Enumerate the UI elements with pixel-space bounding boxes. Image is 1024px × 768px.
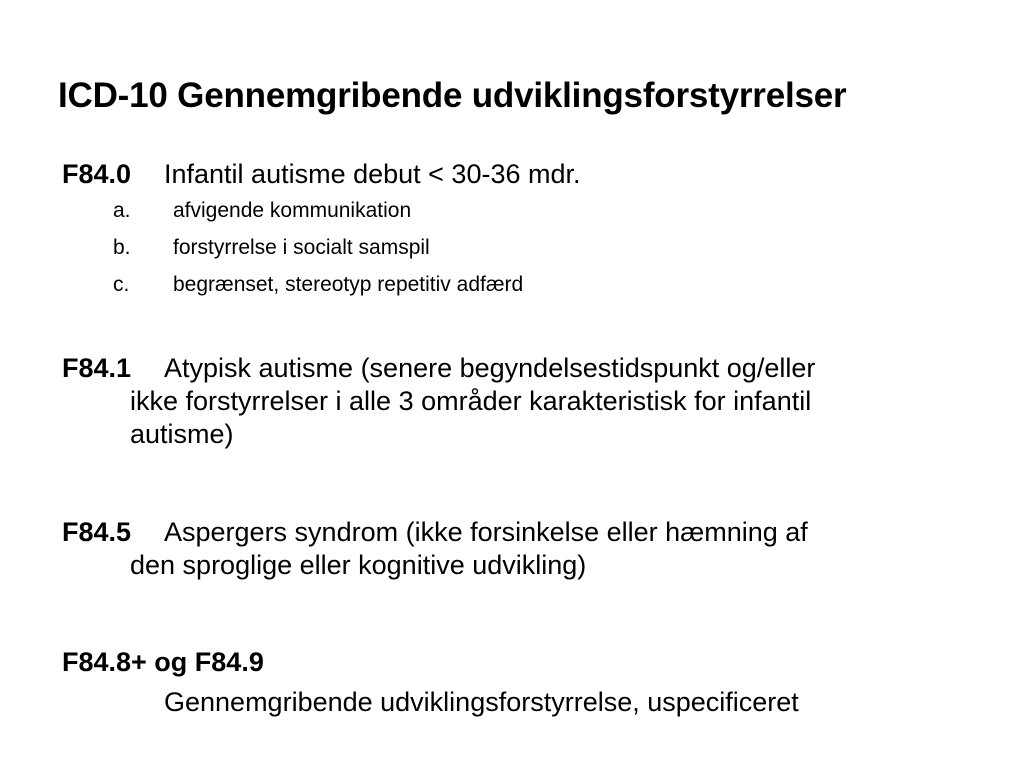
list-item-text: forstyrrelse i socialt samspil — [173, 236, 430, 259]
list-item — [113, 235, 523, 272]
slide-title: ICD-10 Gennemgribende udviklingsforstyrrelser — [58, 76, 847, 115]
f84-0-criteria-list — [113, 198, 523, 309]
list-item — [113, 198, 523, 235]
list-item-text: begrænset, stereotyp repetitiv adfærd — [173, 273, 524, 296]
entry-f84-0 — [62, 158, 1002, 191]
entry-f84-8-9-text: Gennemgribende udviklingsforstyrrelse, uspecificeret — [164, 687, 799, 717]
entry-f84-5 — [62, 516, 1002, 582]
entry-f84-8-9 — [62, 646, 1002, 679]
entry-f84-8-9-heading — [62, 646, 1002, 679]
entry-f84-1-line-1 — [62, 352, 1002, 385]
diagnosis-text: Infantil autisme debut < 30-36 mdr. — [164, 159, 581, 189]
diagnosis-code: F84.5 — [62, 517, 132, 547]
list-item-letter: a. — [113, 199, 131, 222]
entry-f84-1-line-3: autisme) — [130, 419, 234, 449]
list-item — [113, 272, 523, 309]
list-item-letter: c. — [113, 273, 130, 296]
list-item-letter: b. — [113, 236, 131, 259]
entry-f84-0-line — [62, 158, 1002, 191]
entry-f84-1 — [62, 352, 1002, 451]
diagnosis-code: F84.1 — [62, 353, 132, 383]
list-item-text: afvigende kommunikation — [173, 199, 412, 222]
diagnosis-text: Atypisk autisme (senere begyndelsestidspunkt og/eller — [164, 353, 816, 383]
diagnosis-text: Aspergers syndrom (ikke forsinkelse eller hæmning af — [164, 517, 808, 547]
entry-f84-5-line-1 — [62, 516, 1002, 549]
diagnosis-code: F84.0 — [62, 159, 132, 189]
diagnosis-code: F84.8+ og F84.9 — [62, 647, 264, 677]
entry-f84-1-line-2: ikke forstyrrelser i alle 3 områder karakteristisk for infantil — [130, 386, 812, 416]
entry-f84-5-line-2: den sproglige eller kognitive udvikling) — [130, 550, 587, 580]
